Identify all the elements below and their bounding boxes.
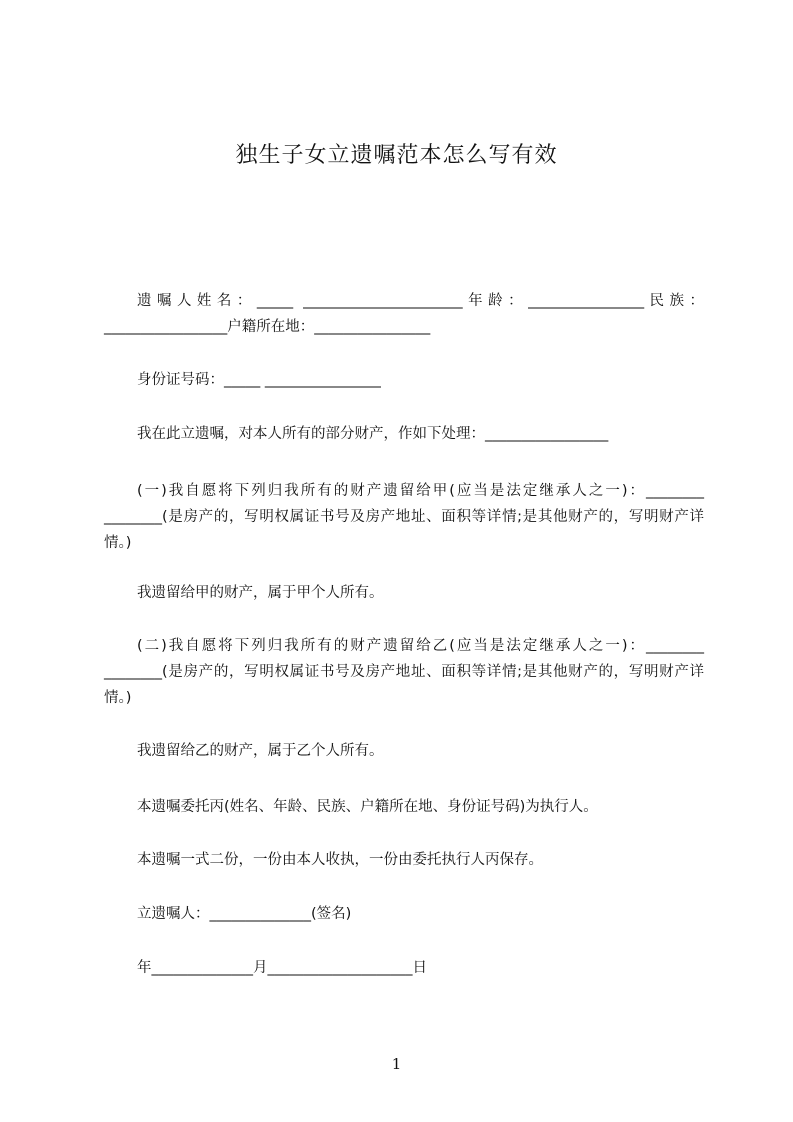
disposition-intro-paragraph: 我在此立遗嘱，对本人所有的部分财产，作如下处理：_________________	[137, 426, 609, 442]
executor-paragraph: 本遗嘱委托丙(姓名、年龄、民族、户籍所在地、身份证号码)为执行人。	[137, 799, 598, 815]
page-number: 1	[391, 1055, 402, 1073]
page-title: 独生子女立遗嘱范本怎么写有效	[235, 143, 558, 168]
bequest-b-paragraph: (二)我自愿将下列归我所有的财产遗留给乙(应当是法定继承人之一)：________ ________(是房产的，写明权属证书号及房产地址、面积等详情;是其他财产的，写明财产详情。)	[104, 638, 709, 706]
ownership-b-paragraph: 我遗留给乙的财产，属于乙个人所有。	[137, 743, 384, 759]
copies-paragraph: 本遗嘱一式二份，一份由本人收执，一份由委托执行人丙保存。	[137, 852, 543, 868]
testator-info-paragraph: 遗嘱人姓名：_____ ______________________年龄：________________民族：_________________户籍所在地：________________	[104, 293, 704, 335]
date-line: 年______________月____________________日	[137, 960, 427, 976]
signature-line: 立遗嘱人：______________(签名)	[137, 906, 352, 922]
bequest-a-paragraph: (一)我自愿将下列归我所有的财产遗留给甲(应当是法定继承人之一)：________ ________(是房产的，写明权属证书号及房产地址、面积等详情;是其他财产的，写明财产详情。)	[104, 483, 709, 551]
ownership-a-paragraph: 我遗留给甲的财产，属于甲个人所有。	[137, 585, 384, 601]
id-number-paragraph: 身份证号码：_____ ________________	[137, 372, 381, 388]
